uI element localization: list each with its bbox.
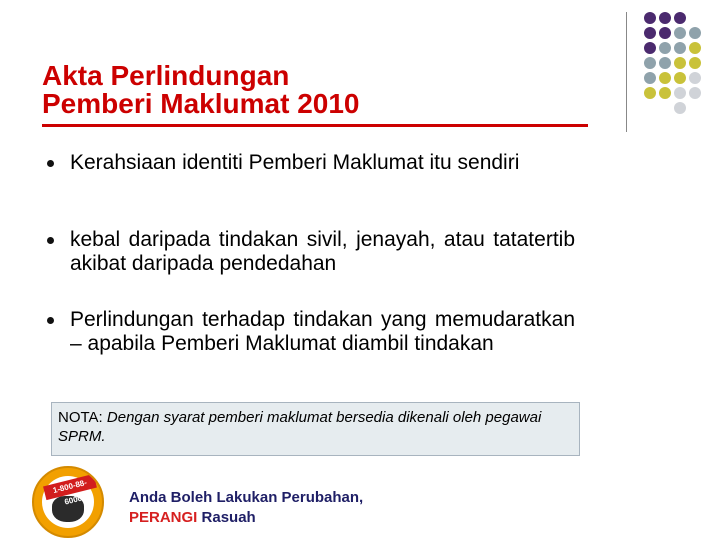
- dot-icon: [674, 102, 686, 114]
- dot-icon: [674, 57, 686, 69]
- bullet-dot-icon: [47, 160, 54, 167]
- dot-icon: [644, 12, 656, 24]
- dot-icon: [689, 72, 701, 84]
- dot-icon: [659, 12, 671, 24]
- footer-line-2: [129, 508, 363, 528]
- dot-icon: [674, 27, 686, 39]
- bullet-text: Kerahsiaan identiti Pemberi Maklumat itu sendiri: [70, 151, 520, 174]
- title-line-2: Pemberi Maklumat 2010: [42, 88, 360, 119]
- footer-slogan: [129, 488, 363, 528]
- dot-icon: [644, 72, 656, 84]
- nota-label: NOTA:: [58, 409, 107, 426]
- decorative-divider: [626, 12, 627, 132]
- dot-icon: [659, 27, 671, 39]
- dot-icon: [659, 57, 671, 69]
- bullet-item: [70, 228, 575, 276]
- dot-icon: [644, 87, 656, 99]
- bullet-dot-icon: [47, 317, 54, 324]
- dot-icon: [674, 12, 686, 24]
- dot-icon: [644, 42, 656, 54]
- bullet-dot-icon: [47, 237, 54, 244]
- dot-icon: [644, 57, 656, 69]
- footer-line-1: Anda Boleh Lakukan Perubahan,: [129, 489, 364, 506]
- dot-icon: [674, 42, 686, 54]
- dot-icon: [674, 72, 686, 84]
- nota-box: [51, 402, 580, 456]
- bullet-item: [70, 308, 575, 356]
- bullet-text: Perlindungan terhadap tindakan yang memudaratkan – apabila Pemberi Maklumat diambil tindakan: [70, 308, 575, 355]
- dot-icon: [659, 87, 671, 99]
- dot-icon: [644, 27, 656, 39]
- slide-title: [42, 62, 562, 118]
- dot-icon: [689, 87, 701, 99]
- bullet-text: kebal daripada tindakan sivil, jenayah, atau tatatertib akibat daripada pendedahan: [70, 228, 575, 275]
- dot-icon: [689, 57, 701, 69]
- bullet-list: [42, 127, 588, 400]
- dot-icon: [659, 42, 671, 54]
- dot-icon: [659, 72, 671, 84]
- logo-banner: 1-800-88-6000: [43, 474, 97, 500]
- nota-text: Dengan syarat pemberi maklumat bersedia dikenali oleh pegawai SPRM.: [58, 409, 542, 445]
- footer-rasuah: Rasuah: [201, 509, 256, 526]
- dot-icon: [689, 42, 701, 54]
- footer-perangi: PERANGI: [129, 509, 198, 526]
- decorative-dots: [642, 12, 720, 122]
- campaign-logo: [32, 466, 104, 538]
- dot-icon: [689, 27, 701, 39]
- bullet-item: [70, 151, 575, 175]
- title-line-1: Akta Perlindungan: [42, 60, 290, 91]
- dot-icon: [674, 87, 686, 99]
